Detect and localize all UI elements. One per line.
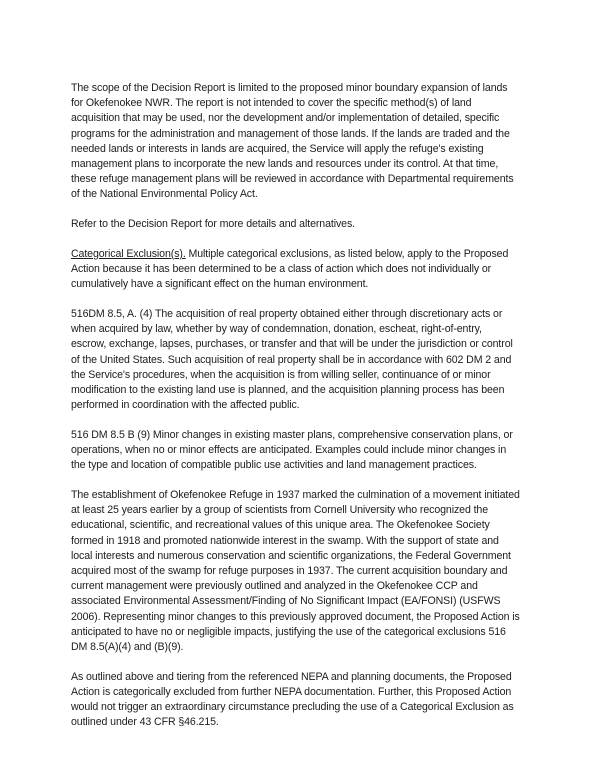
document-body	[71, 81, 533, 745]
dm-8-5-a4-paragraph: 516DM 8.5, A. (4) The acquisition of real property obtained either through discretionary acts or when acquired by law, whether by way of condemnation, donation, escheat, right-of-entry, escrow, exchange, lapses, purchases, or transfer and that will be under the jurisdiction or control of the United States. Such acquisition of real property shall be in accordance with 602 DM 2 and the Service's procedures, when the acquisition is from willing seller, continuance of or minor modification to the existing land use is planned, and the acquisition planning process has been performed in coordination with the affected public.	[71, 307, 513, 412]
refer-paragraph: Refer to the Decision Report for more details and alternatives.	[71, 218, 355, 231]
categorical-exclusion-paragraph	[71, 247, 533, 293]
establishment-paragraph: The establishment of Okefenokee Refuge in 1937 marked the culmination of a movement initiated at least 25 years earlier by a group of scientists from Cornell University who recognized the educational, scientific, and recreational values of this unique area. The Okefenokee Society formed in 1918 and promoted nationwide interest in the swamp. With the support of state and local interests and numerous conservation and scientific organizations, the Federal Government acquired most of the swamp for refuge purposes in 1937. The current acquisition boundary and current management were previously outlined and analyzed in the Okefenokee CCP and associated Environmental Assessment/Finding of No Significant Impact (EA/FONSI) (USFWS 2006). Representing minor changes to this previously approved document, the Proposed Action is anticipated to have no or negligible impacts, justifying the use of the categorical exclusions 516 DM 8.5(A)(4) and (B)(9).	[71, 488, 520, 653]
dm-8-5-b9-paragraph: 516 DM 8.5 B (9) Minor changes in existing master plans, comprehensive conservation plans, or operations, when no or minor effects are anticipated. Examples could include minor changes in the type and location of compatible public use activities and land management practices.	[71, 428, 513, 472]
categorical-exclusion-body: Multiple categorical exclusions, as listed below, apply to the Proposed Action because it has been determined to be a class of action which does not individually or cumulatively have a significant effect on the human environment.	[71, 247, 509, 291]
scope-paragraph: The scope of the Decision Report is limited to the proposed minor boundary expansion of lands for Okefenokee NWR. The report is not intended to cover the specific method(s) of land acquisition that may be used, nor the development and/or implementation of detailed, specific programs for the administration and management of those lands. If the lands are traded and the needed lands or interests in lands are acquired, the Service will apply the refuge's existing management plans to incorporate the new lands and resources under its control. At that time, these refuge management plans will be reviewed in accordance with Departmental requirements of the National Environmental Policy Act.	[71, 82, 514, 201]
categorical-exclusion-heading: Categorical Exclusion(s).	[71, 247, 186, 260]
conclusion-paragraph: As outlined above and tiering from the referenced NEPA and planning documents, the Proposed Action is categorically excluded from further NEPA documentation. Further, this Proposed Action would not trigger an extraordinary circumstance precluding the use of a Categorical Exclusion as outlined under 43 CFR §46.215.	[71, 670, 514, 729]
